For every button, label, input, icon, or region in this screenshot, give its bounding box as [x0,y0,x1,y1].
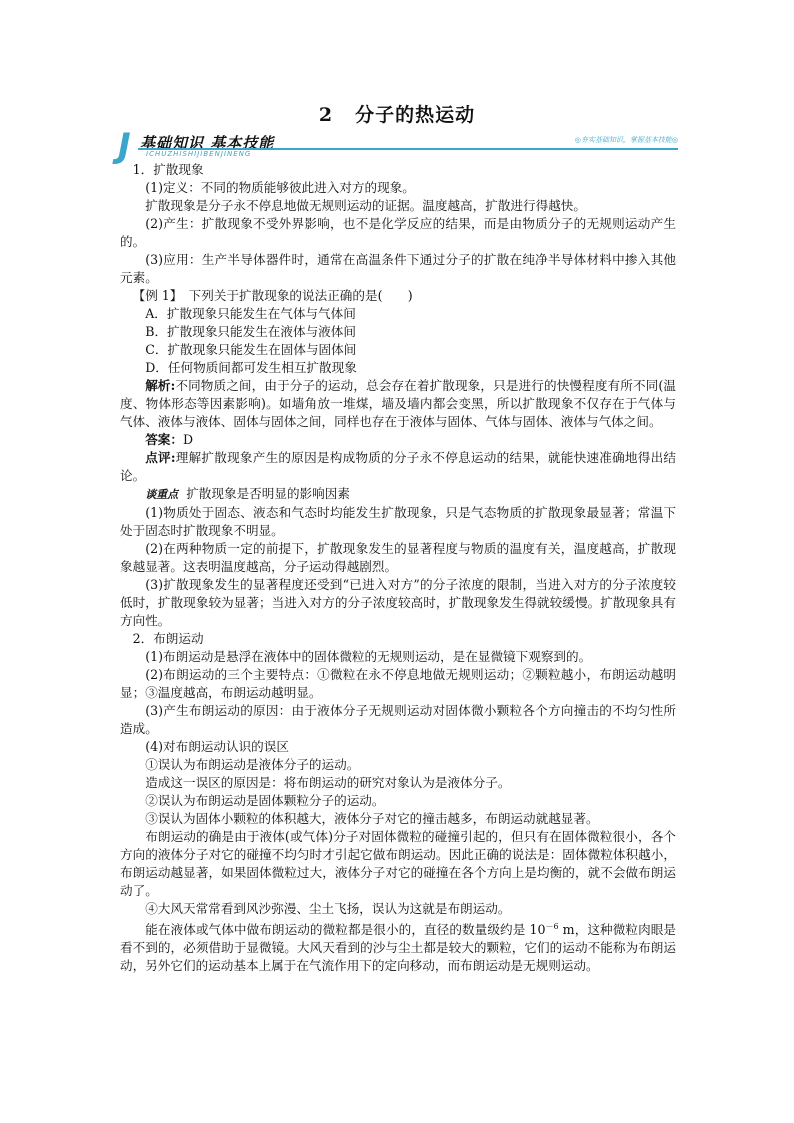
banner-slogan: ◎夯实基础知识，掌握基本技能◎ [574,136,678,144]
misconception: ③误认为固体小颗粒的体积越大，液体分子对它的撞击越多，布朗运动就越显著。 [145,811,599,826]
comment [120,449,676,485]
paragraph: (3)产生布朗运动的原因：由于液体分子无规则运动对固体微小颗粒各个方向撞击的不均匀性所造成。 [120,703,676,736]
focus-tag: 谈重点 [145,488,179,501]
option-b: B．扩散现象只能发生在液体与液体间 [145,324,356,339]
focus-heading [120,485,676,504]
paragraph: (1)定义：不同的物质能够彼此进入对方的现象。 [145,180,415,195]
banner-label: 基础知识 基本技能 [140,134,275,152]
paragraph: (3)扩散现象发生的显著程度还受到“已进入对方”的分子浓度的限制，当进入对方的分子浓度较低时，扩散现象较为显著；当进入对方的分子浓度较高时，扩散现象发生得就较缓慢。扩散现象具有方向性。 [120,577,676,628]
exponent: －6 [545,922,559,931]
paragraph: (3)应用：生产半导体器件时，通常在高温条件下通过分子的扩散在纯净半导体材料中掺入其他元素。 [120,252,676,285]
banner-pinyin: ICHUZHISHIJIBENJINENG [146,150,252,158]
analysis [120,377,676,431]
comment-text: 理解扩散现象产生的原因是构成物质的分子永不停息运动的结果，就能快速准确地得出结论。 [120,450,677,483]
focus-title: 扩散现象是否明显的影响因素 [186,486,350,501]
paragraph: (2)在两种物质一定的前提下，扩散现象发生的显著程度与物质的温度有关，温度越高，扩散现象越显著。这表明温度越高，分子运动得越剧烈。 [120,541,676,574]
analysis-label: 解析: [145,378,176,393]
section-banner [118,126,678,166]
main-content [120,161,676,975]
option-d: D．任何物质间都可发生相互扩散现象 [145,360,357,375]
paragraph: (1)物质处于固态、液态和气态时均能发生扩散现象，只是气态物质的扩散现象最显著；常温下处于固态时扩散现象不明显。 [120,505,676,538]
misconception: ②误认为布朗运动是固体颗粒分子的运动。 [145,793,385,808]
paragraph: 扩散现象是分子永不停息地做无规则运动的证据。温度越高，扩散进行得越快。 [145,198,586,213]
page-title [0,100,794,127]
option-c: C．扩散现象只能发生在固体与固体间 [145,342,357,357]
paragraph: 布朗运动的确是由于液体(或气体)分子对固体微粒的碰撞引起的，但只有在固体微粒很小，各个方向的液体分子对它的碰撞不均匀时才引起它做布朗运动。因此正确的说法是：固体微粒体积越小，布朗运动越显著，如果固体微粒过大，液体分子对它的碰撞在各个方向上是均衡的，就不会做布朗运动了。 [120,829,676,898]
analysis-text: 不同物质之间，由于分子的运动，总会存在着扩散现象，只是进行的快慢程度有所不同(温度、物体形态等因素影响)。如墙角放一堆煤，墙及墙内都会变黑，所以扩散现象不仅存在于气体与气体、液体与液体、固体与固体之间，同样也存在于液体与固体、气体与固体、液体与气体之间。 [120,378,676,429]
paragraph [120,918,676,975]
paragraph: (2)产生：扩散现象不受外界影响，也不是化学反应的结果，而是由物质分子的无规则运动产生的。 [120,216,676,249]
banner-letter: J [118,126,131,166]
misconception: ①误认为布朗运动是液体分子的运动。 [145,757,360,772]
option-a: A．扩散现象只能发生在气体与气体间 [145,306,356,321]
answer-label: 答案： [145,432,183,447]
example-stem: 【例 1】 下列关于扩散现象的说法正确的是( ) [132,288,413,303]
paragraph: (2)布朗运动的三个主要特点：①微粒在永不停息地做无规则运动；②颗粒越小，布朗运动越明显；③温度越高，布朗运动越明显。 [120,667,676,700]
answer-text: D [182,432,194,447]
text-run: 能在液体或气体中做布朗运动的微粒都是很小的，直径的数量级约是 10 [145,922,546,938]
misconception: ④大风天常常看到风沙弥漫、尘土飞扬，误认为这就是布朗运动。 [145,901,511,916]
section-heading: 1．扩散现象 [132,162,204,177]
paragraph: (1)布朗运动是悬浮在液体中的固体微粒的无规则运动，是在显微镜下观察到的。 [145,649,592,664]
section-number: 2 [318,104,334,126]
section-heading: 2．布朗运动 [132,631,204,646]
comment-label: 点评: [145,450,176,465]
answer [120,431,676,449]
paragraph: 造成这一误区的原因是：将布朗运动的研究对象认为是液体分子。 [145,775,511,790]
text-run: m，这种微粒肉眼是看不到的，必须借助于显微镜。大风天看到的沙与尘土都是较大的颗粒，它们的运动不能称为布朗运动，另外它们的运动基本上属于在气流作用下的定向移动，而布朗运动是无规则运动。 [120,922,677,974]
paragraph: (4)对布朗运动认识的误区 [145,739,289,754]
section-title: 分子的热运动 [355,104,476,126]
